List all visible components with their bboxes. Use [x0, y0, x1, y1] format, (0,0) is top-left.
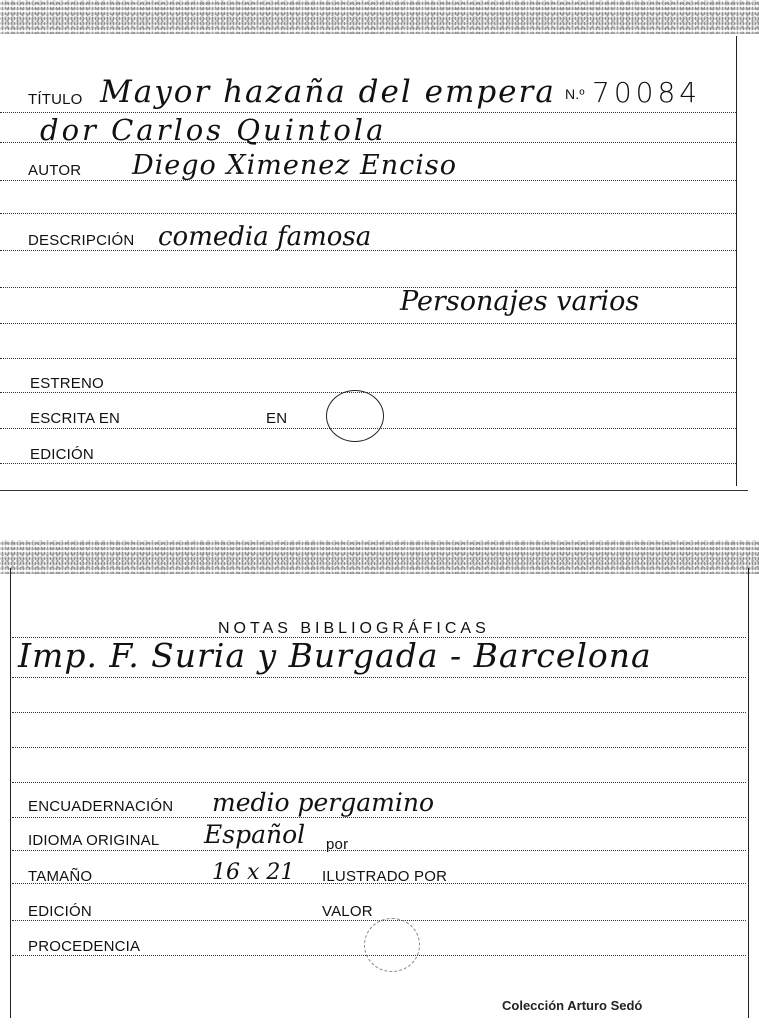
ruled-line [12, 850, 746, 851]
ruled-line [0, 358, 736, 359]
por-label: por [326, 836, 349, 853]
descripcion-label: DESCRIPCIÓN [28, 232, 135, 249]
card-right-edge [736, 36, 737, 486]
notas-value: Imp. F. Suria y Burgada - Barcelona [18, 636, 652, 675]
card-left-edge [10, 568, 11, 1018]
encuadernacion-value: medio pergamino [212, 788, 435, 817]
valor-label: VALOR [322, 903, 373, 920]
ruled-line [12, 712, 746, 713]
ruled-line [12, 747, 746, 748]
ruled-line [12, 782, 746, 783]
escrita-en-label: ESCRITA EN [30, 410, 121, 427]
stamp-circle [326, 390, 384, 442]
notas-heading: NOTAS BIBLIOGRÁFICAS [218, 620, 490, 637]
collection-footer: Colección Arturo Sedó [502, 998, 643, 1013]
catalog-card-front [0, 0, 759, 496]
number-label: N.º [565, 86, 585, 102]
ruled-line [12, 677, 746, 678]
autor-value: Diego Ximenez Enciso [132, 150, 457, 181]
en-label: EN [266, 410, 288, 427]
idioma-label: IDIOMA ORIGINAL [28, 832, 160, 849]
edicion-label: EDICIÓN [28, 903, 92, 920]
idioma-value: Español [204, 820, 306, 849]
tamano-label: TAMAÑO [28, 868, 93, 885]
personajes-note: Personajes varios [400, 286, 640, 317]
ruled-line [12, 637, 746, 638]
tamano-value: 16 x 21 [212, 860, 295, 885]
scan-speckle-edge [0, 0, 759, 34]
catalog-number-value: 70084 [592, 76, 702, 109]
descripcion-value: comedia famosa [158, 222, 372, 252]
stamp-circle [364, 918, 420, 972]
ruled-line [12, 817, 746, 818]
procedencia-label: PROCEDENCIA [28, 938, 141, 955]
scan-speckle-edge [0, 540, 759, 574]
titulo-value-line2: dor Carlos Quintola [40, 113, 387, 147]
estreno-label: ESTRENO [30, 375, 104, 392]
card-bottom-edge [0, 490, 748, 491]
encuadernacion-label: ENCUADERNACIÓN [28, 798, 174, 815]
autor-label: AUTOR [28, 162, 82, 179]
titulo-label: TÍTULO [28, 91, 83, 108]
card-right-edge [748, 568, 749, 1018]
ruled-line [0, 323, 736, 324]
titulo-value-line1: Mayor hazaña del empera [100, 74, 556, 110]
ruled-line [0, 213, 736, 214]
catalog-card-back [0, 540, 759, 1028]
ruled-line [0, 463, 736, 464]
edicion-label: EDICIÓN [30, 446, 94, 463]
ilustrado-label: ILUSTRADO POR [322, 868, 448, 885]
